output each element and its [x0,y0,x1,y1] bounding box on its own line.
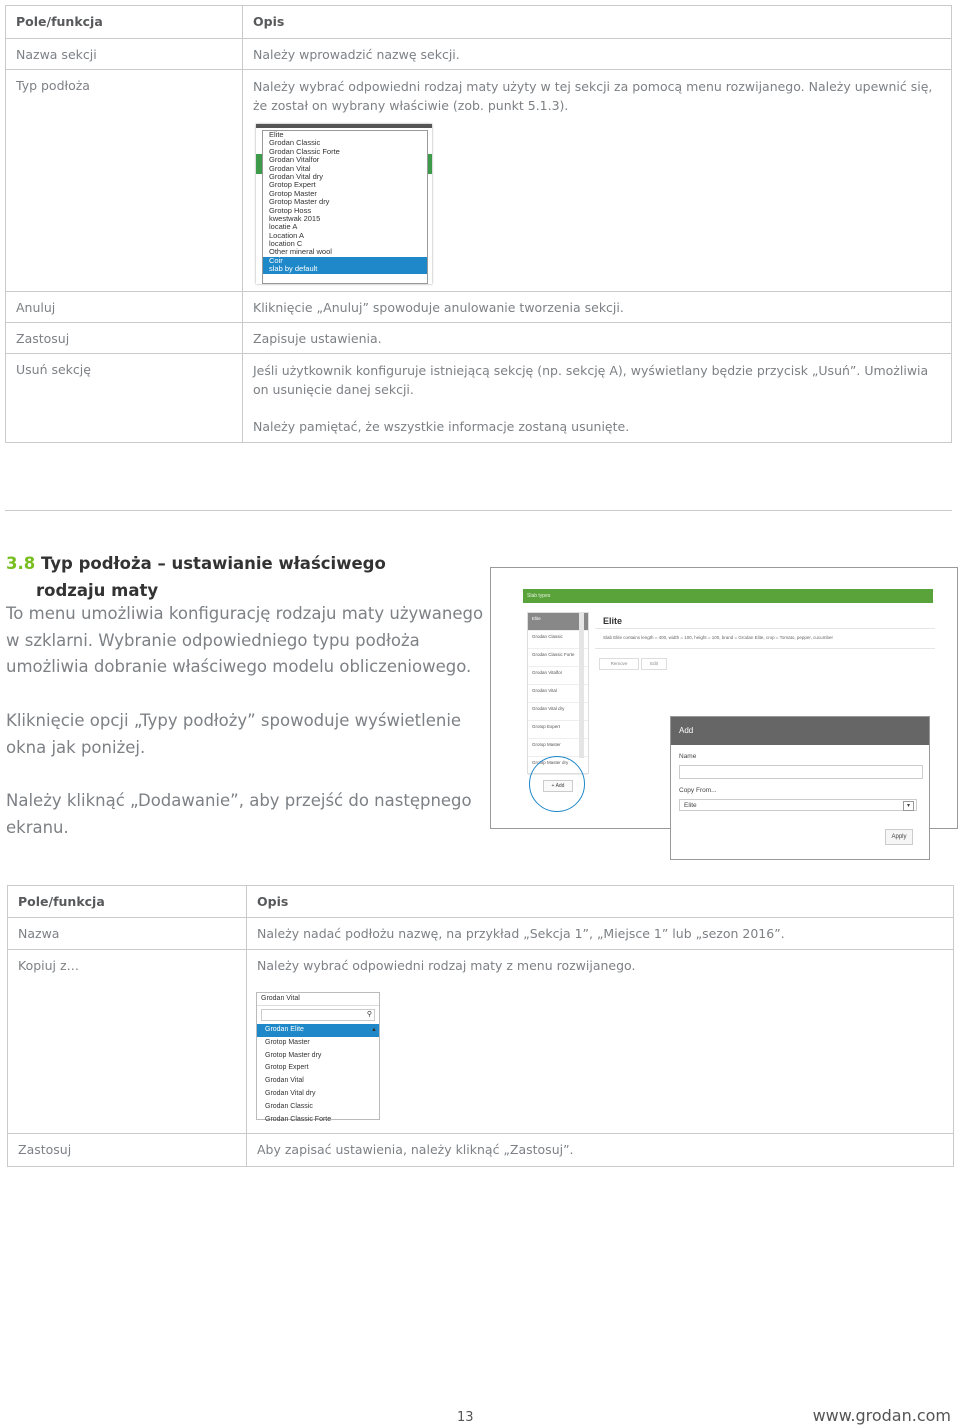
copy-from-select[interactable] [679,799,917,811]
paragraph-click-add [6,788,472,841]
dropdown-current-value: Grodan Vital [257,993,379,1006]
add-dialog [670,716,930,860]
page-number: 13 [457,1410,474,1425]
row-desc: Kliknięcie „Anuluj” spowoduje anulowanie tworzenia sekcji. [243,292,952,323]
slab-list-item[interactable]: Grodan Classic Forte [528,649,588,667]
name-input[interactable] [679,765,923,779]
window-bar [256,124,432,128]
text-line: okna jak poniżej. [6,737,146,757]
slab-list-item[interactable]: Grotop Expert [528,721,588,739]
dropdown-list [262,130,428,284]
row-desc: Aby zapisać ustawienia, należy kliknąć „Zastosuj”. [247,1134,954,1167]
table-row [6,354,952,443]
edit-label: Edit [650,661,658,666]
add-label: Add [555,783,565,789]
table-row [8,918,954,950]
search-icon: ⚲ [366,1011,372,1018]
dropdown-option[interactable]: Grodan Vitalfor [269,155,320,165]
row-field: Kopiuj z… [8,950,247,1134]
dropdown-search-input[interactable] [261,1009,375,1021]
table-row [6,292,952,323]
dropdown-option[interactable]: Elite [269,130,284,139]
slab-list-item[interactable]: Grodan Vitalfor [528,667,588,685]
add-button[interactable]: + Add [543,780,573,792]
add-dialog-title: Add [679,726,694,735]
slab-list-scrollbar[interactable] [579,612,584,758]
section-title-line1: Typ podłoża – ustawianie właściwego [40,554,386,573]
table-row [8,1134,954,1167]
dropdown-option[interactable]: Grodan Classic [265,1102,313,1110]
row-field: Zastosuj [8,1134,247,1167]
dropdown-option[interactable]: Grotop Expert [269,180,316,190]
name-label: Name [679,753,697,760]
text-line: w szklarni. Wybranie odpowiedniego typu podłoża [6,630,420,650]
add-dialog-header [671,717,929,745]
dropdown-option[interactable]: Grotop Expert [265,1064,309,1072]
row-desc: Należy wybrać odpowiedni rodzaj maty z menu rozwijanego. [247,950,954,1134]
dropdown-option[interactable]: location C [269,239,303,249]
dropdown-option[interactable]: Grodan Vital dry [265,1089,316,1097]
table-header [6,6,952,39]
dropdown-option[interactable]: Grodan Vital dry [269,171,324,181]
table-row [6,70,952,292]
dropdown-option[interactable]: Grodan Classic Forte [265,1115,332,1123]
dropdown-option[interactable]: Grodan Elite [257,1024,379,1037]
row-field: Typ podłoża [6,70,243,292]
table-header [8,886,954,918]
text-line: ekranu. [6,817,69,837]
header-field: Pole/funkcja [6,6,243,39]
row-field: Nazwa [8,918,247,950]
section-title-line2: rodzaju maty [36,581,159,600]
dropdown-option[interactable]: Grotop Master [265,1038,310,1046]
text-line: To menu umożliwia konfigurację rodzaju maty używanego [6,604,484,623]
dropdown-option[interactable]: Grodan Vital [265,1077,304,1085]
slab-list-item[interactable]: Grotop Master dry [528,757,588,775]
table-fields-section [5,5,952,443]
header-desc: Opis [243,6,952,39]
dropdown-option[interactable]: Grotop Master dry [265,1051,322,1059]
copy-from-label: Copy From... [679,787,717,794]
paragraph-click-types [6,708,461,761]
apply-button[interactable] [885,829,913,845]
table-row [6,39,952,70]
slab-list-item[interactable]: Grodan Vital [528,685,588,703]
remove-label: Remove [610,661,628,666]
text-line: Należy kliknąć „Dodawanie”, aby przejść do następnego [6,791,472,810]
row-desc: Należy nadać podłożu nazwę, na przykład „Sekcja 1”, „Miejsce 1” lub „sezon 2016”. [247,918,954,950]
row-desc: Należy wprowadzić nazwę sekcji. [243,39,952,70]
dropdown-option[interactable]: Grodan Classic Forte [269,146,340,156]
copy-from-dropdown-screenshot [256,992,380,1123]
dropdown-option[interactable]: Other mineral wool [269,247,332,257]
add-highlight-circle [529,756,585,812]
section-number: 3.8 [6,554,36,573]
row-field: Nazwa sekcji [6,39,243,70]
text-line: Kliknięcie opcji „Typy podłoży” spowoduje wyświetlenie [6,711,462,730]
row-field: Usuń sekcję [6,354,243,443]
footer-url: www.grodan.com [812,1406,951,1425]
table-fields-add [7,885,954,1167]
slab-list-item[interactable]: Grodan Classic [528,631,588,649]
section-heading [6,550,386,604]
slab-list-item[interactable]: Grodan Vital dry [528,703,588,721]
dropdown-option[interactable]: Grotop Hoss [269,205,312,215]
row-field: Anuluj [6,292,243,323]
detail-separator [595,648,935,649]
remove-button[interactable] [599,658,639,670]
row-desc: Jeśli użytkownik konfiguruje istniejącą sekcję (np. sekcję A), wyświetlany będzie przycisk „Usuń”. Umożliwia on usunięcie danej sekcji. [253,363,929,397]
slab-list-item[interactable]: Elite [528,613,588,631]
chevron-down-icon: ▾ [903,801,914,811]
detail-title: Elite [603,616,623,626]
dropdown-option[interactable]: kwestwak 2015 [269,213,321,223]
row-desc: Należy wybrać odpowiedni rodzaj maty użyty w tej sekcji za pomocą menu rozwijanego. Należy upewnić się, że został on wybrany właściwie (zob. punkt 5.1.3). [253,79,933,113]
slab-type-dropdown-screenshot [256,124,432,284]
app-header-title: Slab types [527,593,551,599]
dropdown-option[interactable]: Coir [263,257,427,265]
table-row [8,950,954,1134]
paragraph-intro [6,601,483,681]
copy-from-value: Elite [684,802,697,809]
row-desc-note: Należy pamiętać, że wszystkie informacje zostaną usunięte. [253,419,630,434]
apply-label: Apply [891,834,907,840]
dropdown-option[interactable]: locatie A [269,222,298,232]
text-line: umożliwia dobranie właściwego modelu obliczeniowego. [6,657,472,676]
row-desc-cell [243,354,952,443]
row-field: Zastosuj [6,323,243,354]
dropdown-option[interactable]: Grodan Classic [269,138,321,148]
app-header-bar [523,589,933,603]
detail-separator [595,628,935,629]
dropdown-option[interactable]: Grotop Master [269,188,317,198]
dropdown-scrollbar[interactable]: ▲ [371,1027,377,1033]
dropdown-footer[interactable]: slab by default [263,265,427,273]
section-divider [5,510,952,511]
header-desc: Opis [247,886,954,918]
dropdown-option[interactable]: Grotop Master dry [269,197,330,207]
edit-button[interactable] [641,658,667,670]
row-desc: Zapisuje ustawienia. [243,323,952,354]
slab-list-item[interactable]: Grotop Master [528,739,588,757]
header-field: Pole/funkcja [8,886,247,918]
dropdown-option[interactable]: Location A [269,230,305,240]
table-row [6,323,952,354]
dropdown-option[interactable]: Grodan Vital [269,163,311,173]
detail-text: Slab Elite contains length = 400, width = 100, height = 100, brand = Grodan Elite, crop = Tomato, pepper, cucumber [603,635,833,640]
dropdown-list [257,1024,379,1126]
